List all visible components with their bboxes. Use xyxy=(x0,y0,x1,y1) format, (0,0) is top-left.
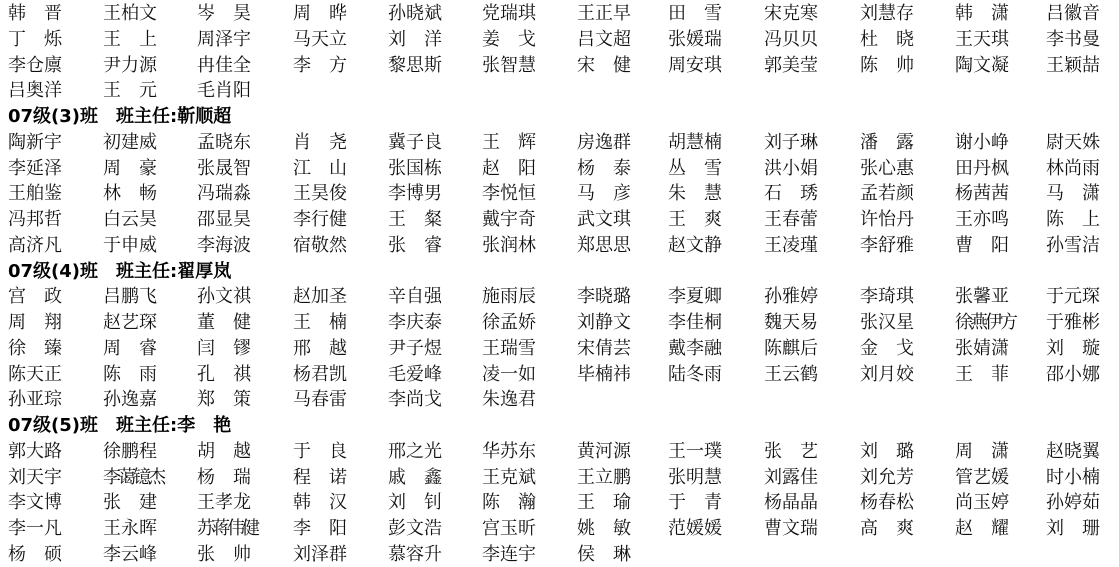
student-name: 王颖喆 xyxy=(1046,55,1100,76)
student-name: 郑 策 xyxy=(197,389,251,410)
student-name: 林 畅 xyxy=(103,183,157,204)
student-name: 黎思斯 xyxy=(388,55,442,76)
student-name: 毕楠祎 xyxy=(577,364,631,385)
student-name: 宫玉昕 xyxy=(482,518,536,539)
student-name: 冀子良 xyxy=(388,132,442,153)
student-name: 李延泽 xyxy=(8,158,62,179)
student-name: 王立鹏 xyxy=(577,467,631,488)
student-name: 张心惠 xyxy=(860,158,914,179)
student-name: 杨君凯 xyxy=(293,364,347,385)
student-name: 孔 祺 xyxy=(197,364,251,385)
student-name: 戚 鑫 xyxy=(388,467,442,488)
student-name: 田丹枫 xyxy=(955,158,1009,179)
student-name: 谢小峥 xyxy=(955,132,1009,153)
student-name: 刘 洋 xyxy=(388,29,442,50)
student-name: 孙婷茹 xyxy=(1046,492,1100,513)
student-name: 周安琪 xyxy=(668,55,722,76)
student-name: 戴李融 xyxy=(668,338,722,359)
student-name: 武文琪 xyxy=(577,209,631,230)
student-name: 马 潇 xyxy=(1046,183,1100,204)
student-name: 王 辉 xyxy=(482,132,536,153)
student-name: 张国栋 xyxy=(388,158,442,179)
name-row xyxy=(0,311,1119,335)
class-heading xyxy=(0,414,1119,438)
class-heading-text: 07级(5)班 班主任:李 艳 xyxy=(8,415,232,436)
name-row xyxy=(0,466,1119,490)
student-name: 王永晖 xyxy=(103,518,157,539)
student-name: 宋 健 xyxy=(577,55,631,76)
student-name: 赵艺琛 xyxy=(103,312,157,333)
student-name: 徐孟娇 xyxy=(482,312,536,333)
name-row xyxy=(0,208,1119,232)
student-name: 周 潇 xyxy=(955,441,1009,462)
student-name: 马 彦 xyxy=(577,183,631,204)
student-name: 时小楠 xyxy=(1046,467,1100,488)
student-name: 周 翔 xyxy=(8,312,62,333)
student-name: 姜 戈 xyxy=(482,29,536,50)
class-heading-text: 07级(3)班 班主任:靳顺超 xyxy=(8,106,232,127)
student-name: 白云昊 xyxy=(103,209,157,230)
student-name: 杨 瑞 xyxy=(197,467,251,488)
student-name: 孙亚琮 xyxy=(8,389,62,410)
name-row xyxy=(0,285,1119,309)
name-row xyxy=(0,157,1119,181)
name-row xyxy=(0,79,1119,103)
student-name: 张润林 xyxy=(482,235,536,256)
student-name: 毛爱峰 xyxy=(388,364,442,385)
student-name: 王 元 xyxy=(103,80,157,101)
student-name: 王春蕾 xyxy=(764,209,818,230)
student-name: 朱逸君 xyxy=(482,389,536,410)
student-name: 吕奥洋 xyxy=(8,80,62,101)
student-name: 邢 越 xyxy=(293,338,347,359)
student-name: 杨 硕 xyxy=(8,544,62,565)
student-name: 李舒雅 xyxy=(860,235,914,256)
student-name: 杨茜茜 xyxy=(955,183,1009,204)
student-name: 王云鹤 xyxy=(764,364,818,385)
student-name: 李 阳 xyxy=(293,518,347,539)
student-name: 孙雪洁 xyxy=(1046,235,1100,256)
name-row xyxy=(0,543,1119,567)
student-name: 黄河源 xyxy=(577,441,631,462)
student-name: 王凌瑾 xyxy=(764,235,818,256)
student-name: 李行健 xyxy=(293,209,347,230)
student-name: 吕鹏飞 xyxy=(103,286,157,307)
student-name: 凌一如 xyxy=(482,364,536,385)
student-name: 李连宇 xyxy=(482,544,536,565)
student-name: 冯贝贝 xyxy=(764,29,818,50)
student-name: 于 良 xyxy=(293,441,347,462)
student-name: 孙逸嘉 xyxy=(103,389,157,410)
student-name: 程 诺 xyxy=(293,467,347,488)
student-name: 宋倩芸 xyxy=(577,338,631,359)
student-name: 王孝龙 xyxy=(197,492,251,513)
student-name: 王舶鉴 xyxy=(8,183,62,204)
student-name: 韩 汉 xyxy=(293,492,347,513)
student-name: 陶文凝 xyxy=(955,55,1009,76)
student-name: 李书曼 xyxy=(1046,29,1100,50)
student-name: 施雨辰 xyxy=(482,286,536,307)
student-name: 初建威 xyxy=(103,132,157,153)
student-name: 刘慧存 xyxy=(860,3,914,24)
student-name: 李悦恒 xyxy=(482,183,536,204)
student-name: 洪小娟 xyxy=(764,158,818,179)
student-name: 房逸群 xyxy=(577,132,631,153)
student-name: 马天立 xyxy=(293,29,347,50)
student-name: 王柏文 xyxy=(103,3,157,24)
student-name: 王 粲 xyxy=(388,209,442,230)
student-name: 胡慧楠 xyxy=(668,132,722,153)
student-name: 于元琛 xyxy=(1046,286,1100,307)
student-name: 周 睿 xyxy=(103,338,157,359)
student-name: 高济凡 xyxy=(8,235,62,256)
student-name: 陈 帅 xyxy=(860,55,914,76)
student-name: 李仓廪 xyxy=(8,55,62,76)
student-name: 王克斌 xyxy=(482,467,536,488)
student-name: 于 青 xyxy=(668,492,722,513)
student-name: 于雅彬 xyxy=(1046,312,1100,333)
student-name: 王瑞雪 xyxy=(482,338,536,359)
student-name: 张明慧 xyxy=(668,467,722,488)
name-row xyxy=(0,363,1119,387)
student-name: 刘静文 xyxy=(577,312,631,333)
student-name: 范媛媛 xyxy=(668,518,722,539)
student-name: 彭文浩 xyxy=(388,518,442,539)
student-name: 石 琇 xyxy=(764,183,818,204)
student-name: 姚 敏 xyxy=(577,518,631,539)
student-name: 赵文静 xyxy=(668,235,722,256)
student-name: 岑 昊 xyxy=(197,3,251,24)
student-name: 王天琪 xyxy=(955,29,1009,50)
student-name: 邵小娜 xyxy=(1046,364,1100,385)
student-name: 刘 珊 xyxy=(1046,518,1100,539)
student-name: 杜 晓 xyxy=(860,29,914,50)
name-row xyxy=(0,2,1119,26)
student-name: 张 睿 xyxy=(388,235,442,256)
student-name: 管艺媛 xyxy=(955,467,1009,488)
student-name: 田 雪 xyxy=(668,3,722,24)
student-name: 李佳桐 xyxy=(668,312,722,333)
student-name: 赵 耀 xyxy=(955,518,1009,539)
student-name: 李琦琪 xyxy=(860,286,914,307)
student-name: 华苏东 xyxy=(482,441,536,462)
student-name: 苏蒋伟健 xyxy=(197,518,257,539)
student-name: 王 爽 xyxy=(668,209,722,230)
student-name: 王正早 xyxy=(577,3,631,24)
student-name: 李蔼镱杰 xyxy=(103,467,163,488)
student-name: 李尚戈 xyxy=(388,389,442,410)
student-name: 尚玉婷 xyxy=(955,492,1009,513)
student-name: 李晓璐 xyxy=(577,286,631,307)
student-name: 张 建 xyxy=(103,492,157,513)
student-name: 刘天宇 xyxy=(8,467,62,488)
student-name: 李一凡 xyxy=(8,518,62,539)
student-name: 吕文超 xyxy=(577,29,631,50)
student-name: 尹子煜 xyxy=(388,338,442,359)
name-row xyxy=(0,440,1119,464)
student-name: 辛自强 xyxy=(388,286,442,307)
name-row xyxy=(0,517,1119,541)
student-name: 韩 晋 xyxy=(8,3,62,24)
student-name: 宫 政 xyxy=(8,286,62,307)
student-name: 江 山 xyxy=(293,158,347,179)
name-row xyxy=(0,28,1119,52)
student-name: 陈天正 xyxy=(8,364,62,385)
student-name: 侯 琳 xyxy=(577,544,631,565)
student-name: 刘子琳 xyxy=(764,132,818,153)
student-name: 邢之光 xyxy=(388,441,442,462)
student-name: 张汉星 xyxy=(860,312,914,333)
student-name: 赵晓翼 xyxy=(1046,441,1100,462)
student-name: 郭大路 xyxy=(8,441,62,462)
student-name: 张晟智 xyxy=(197,158,251,179)
name-row xyxy=(0,491,1119,515)
student-name: 胡 越 xyxy=(197,441,251,462)
student-name: 徐燕伊方 xyxy=(955,312,1015,333)
student-name: 金 戈 xyxy=(860,338,914,359)
student-name: 闫 镠 xyxy=(197,338,251,359)
student-name: 徐鹏程 xyxy=(103,441,157,462)
name-row xyxy=(0,234,1119,258)
student-name: 吕徽音 xyxy=(1046,3,1100,24)
student-name: 董 健 xyxy=(197,312,251,333)
student-name: 孟晓东 xyxy=(197,132,251,153)
student-name: 孙晓斌 xyxy=(388,3,442,24)
student-name: 张媛瑞 xyxy=(668,29,722,50)
student-name: 王 上 xyxy=(103,29,157,50)
student-name: 党瑞琪 xyxy=(482,3,536,24)
student-name: 陆冬雨 xyxy=(668,364,722,385)
student-name: 张馨亚 xyxy=(955,286,1009,307)
student-name: 李云峰 xyxy=(103,544,157,565)
student-name: 李夏卿 xyxy=(668,286,722,307)
student-name: 林尚雨 xyxy=(1046,158,1100,179)
student-name: 杨 泰 xyxy=(577,158,631,179)
student-name: 陈麒后 xyxy=(764,338,818,359)
student-name: 徐 臻 xyxy=(8,338,62,359)
student-name: 陈 瀚 xyxy=(482,492,536,513)
student-name: 魏天易 xyxy=(764,312,818,333)
student-name: 许怡丹 xyxy=(860,209,914,230)
student-name: 赵 阳 xyxy=(482,158,536,179)
student-name: 曹文瑞 xyxy=(764,518,818,539)
name-row xyxy=(0,337,1119,361)
student-name: 刘露佳 xyxy=(764,467,818,488)
student-name: 王亦鸣 xyxy=(955,209,1009,230)
student-name: 宿敬然 xyxy=(293,235,347,256)
student-name: 郑思思 xyxy=(577,235,631,256)
student-name: 李海波 xyxy=(197,235,251,256)
student-name: 慕容升 xyxy=(388,544,442,565)
student-name: 潘 露 xyxy=(860,132,914,153)
class-heading-text: 07级(4)班 班主任:翟厚岚 xyxy=(8,261,232,282)
student-name: 刘月姣 xyxy=(860,364,914,385)
name-row xyxy=(0,388,1119,412)
student-name: 李文博 xyxy=(8,492,62,513)
student-name: 张婧潇 xyxy=(955,338,1009,359)
student-name: 邵显昊 xyxy=(197,209,251,230)
name-row xyxy=(0,131,1119,155)
student-name: 陈 雨 xyxy=(103,364,157,385)
student-name: 张 艺 xyxy=(764,441,818,462)
student-name: 王昊俊 xyxy=(293,183,347,204)
student-name: 周泽宇 xyxy=(197,29,251,50)
student-name: 李博男 xyxy=(388,183,442,204)
student-name: 韩 潇 xyxy=(955,3,1009,24)
student-name: 丁 烁 xyxy=(8,29,62,50)
student-name: 孙雅婷 xyxy=(764,286,818,307)
student-name: 冯邦哲 xyxy=(8,209,62,230)
student-name: 王 楠 xyxy=(293,312,347,333)
student-name: 丛 雪 xyxy=(668,158,722,179)
student-name: 孟若颜 xyxy=(860,183,914,204)
student-name: 朱 慧 xyxy=(668,183,722,204)
student-name: 李 方 xyxy=(293,55,347,76)
student-name: 毛肖阳 xyxy=(197,80,251,101)
student-name: 刘 璇 xyxy=(1046,338,1100,359)
student-name: 孙文祺 xyxy=(197,286,251,307)
student-name: 刘 钊 xyxy=(388,492,442,513)
student-name: 尹力源 xyxy=(103,55,157,76)
student-name: 陶新宇 xyxy=(8,132,62,153)
name-row xyxy=(0,182,1119,206)
student-name: 王 瑜 xyxy=(577,492,631,513)
student-name: 尉天姝 xyxy=(1046,132,1100,153)
student-name: 曹 阳 xyxy=(955,235,1009,256)
class-heading xyxy=(0,260,1119,284)
student-name: 肖 尧 xyxy=(293,132,347,153)
student-name: 刘泽群 xyxy=(293,544,347,565)
student-name: 于申威 xyxy=(103,235,157,256)
student-name: 王一璞 xyxy=(668,441,722,462)
student-name: 陈 上 xyxy=(1046,209,1100,230)
class-heading xyxy=(0,105,1119,129)
student-name: 杨春松 xyxy=(860,492,914,513)
student-name: 马春雷 xyxy=(293,389,347,410)
student-name: 周 晔 xyxy=(293,3,347,24)
student-name: 刘 璐 xyxy=(860,441,914,462)
student-name: 冉佳全 xyxy=(197,55,251,76)
student-name: 宋克寒 xyxy=(764,3,818,24)
student-name: 李庆泰 xyxy=(388,312,442,333)
student-name: 高 爽 xyxy=(860,518,914,539)
student-name: 张智慧 xyxy=(482,55,536,76)
student-name: 冯瑞淼 xyxy=(197,183,251,204)
student-name: 刘允芳 xyxy=(860,467,914,488)
name-row xyxy=(0,54,1119,78)
student-name: 赵加圣 xyxy=(293,286,347,307)
student-name: 杨晶晶 xyxy=(764,492,818,513)
student-name: 王 菲 xyxy=(955,364,1009,385)
student-name: 戴宇奇 xyxy=(482,209,536,230)
student-name: 张 帅 xyxy=(197,544,251,565)
student-name: 郭美莹 xyxy=(764,55,818,76)
student-name: 周 豪 xyxy=(103,158,157,179)
